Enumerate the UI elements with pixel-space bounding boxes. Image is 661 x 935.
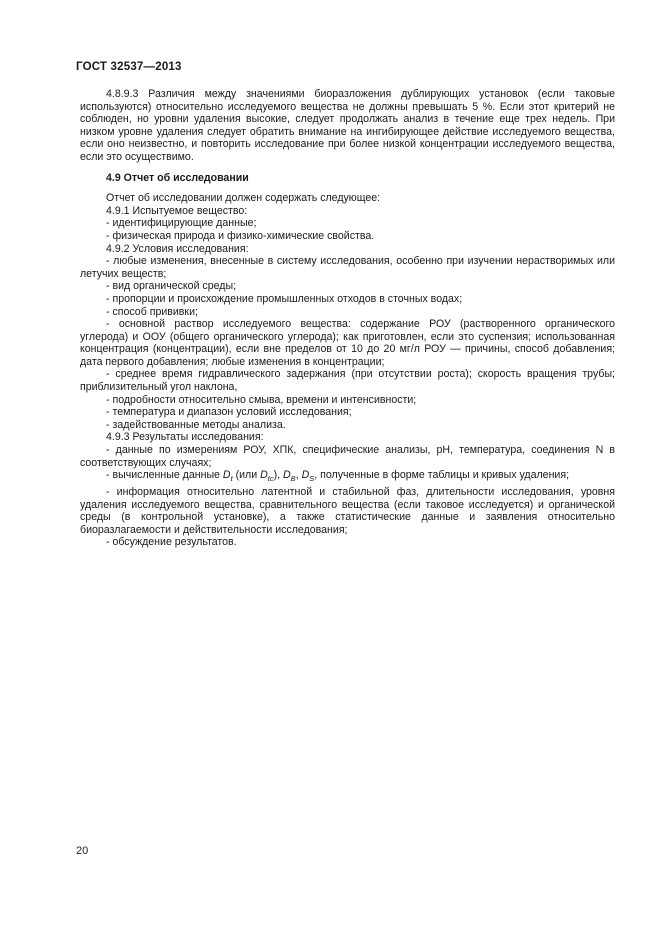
subscript: tc [267, 474, 274, 484]
var-d: D [222, 469, 231, 482]
page-number: 20 [76, 845, 89, 857]
list-item: - физическая природа и физико-химические свойства. [106, 229, 375, 242]
var-d: D [301, 469, 310, 482]
document-code: ГОСТ 32537—2013 [76, 61, 182, 73]
text-line: 4.9.3 Результаты исследования: [106, 431, 264, 444]
list-item: - вид органической среды; [106, 280, 237, 293]
list-item: - способ прививки; [106, 305, 198, 318]
list-item: - среднее время гидравлического задержания (при отсутствии роста); скорость вращения трубы; приблизительный угол наклона, [80, 368, 615, 394]
paragraph-4-8-9-3: 4.8.9.3 Различия между значениями биоразложения дублирующих установок (если таковые используются) относительно исследуемого вещества не должны превышать 5 %. Если этот критерий не соблюден, но уровни удаления высокие, следует продолжать анализ в течение еще трех недель. При низком уровне удаления следует обратить внимание на ингибирующее действие исследуемого вещества, если оно неизвестно, и повторить исследование при более низкой концентрации исследуемого вещества, если это осуществимо. [80, 88, 615, 163]
section-heading-4-9: 4.9 Отчет об исследовании [106, 171, 249, 184]
list-item: - любые изменения, внесенные в систему исследования, особенно при изучении нерастворимых или летучих веществ; [80, 255, 615, 280]
text-line: Отчет об исследовании должен содержать следующее: [106, 192, 381, 205]
formula-text: , [295, 469, 302, 482]
var-d: D [260, 469, 268, 482]
formula-suffix: , полученные в форме таблицы и кривых удаления; [314, 469, 570, 482]
formula-text: ), [273, 469, 284, 482]
list-item: - идентифицирующие данные; [106, 217, 257, 230]
list-item: - данные по измерениям РОУ, ХПК, специфические анализы, рН, температура, соединения N в соответствующих случаях; [80, 444, 615, 469]
subscript: S [309, 474, 315, 484]
formula-text: (или [232, 469, 261, 482]
list-item: - подробности относительно смыва, времени и интенсивности; [106, 393, 417, 406]
subscript: B [290, 474, 296, 484]
formula-list-item [80, 469, 615, 486]
page-content [80, 88, 615, 549]
text-line: 4.9.1 Испытуемое вещество: [106, 204, 248, 217]
subscript: t [230, 474, 233, 484]
list-item: - пропорции и происхождение промышленных отходов в сточных водах; [106, 292, 463, 305]
formula-prefix: - вычисленные данные [106, 469, 223, 482]
list-item: - информация относительно латентной и стабильной фаз, длительности исследования, уровня удаления исследуемого вещества, сравнительного вещества (если таковое исследуется) и органической среды (в контрольной установке), а также статистические данные и заявления относительно биоразлагаемости и действительности исследования; [80, 485, 615, 536]
text-line: 4.9.2 Условия исследования: [106, 242, 249, 255]
list-item: - задействованные методы анализа. [106, 418, 286, 431]
list-item: - обсуждение результатов. [106, 536, 237, 549]
list-item: - температура и диапазон условий исследования; [106, 406, 352, 419]
list-item: - основной раствор исследуемого вещества: содержание РОУ (растворенного органического углерода) и ООУ (общего органического углерода); как приготовлен, если это суспензия; использованная концентрация (концентрации), если вне пределов от 10 до 20 мг/л РОУ — причины, способ добавления; дата первого добавления; любые изменения в концентрации; [80, 318, 615, 368]
var-d: D [283, 469, 291, 482]
